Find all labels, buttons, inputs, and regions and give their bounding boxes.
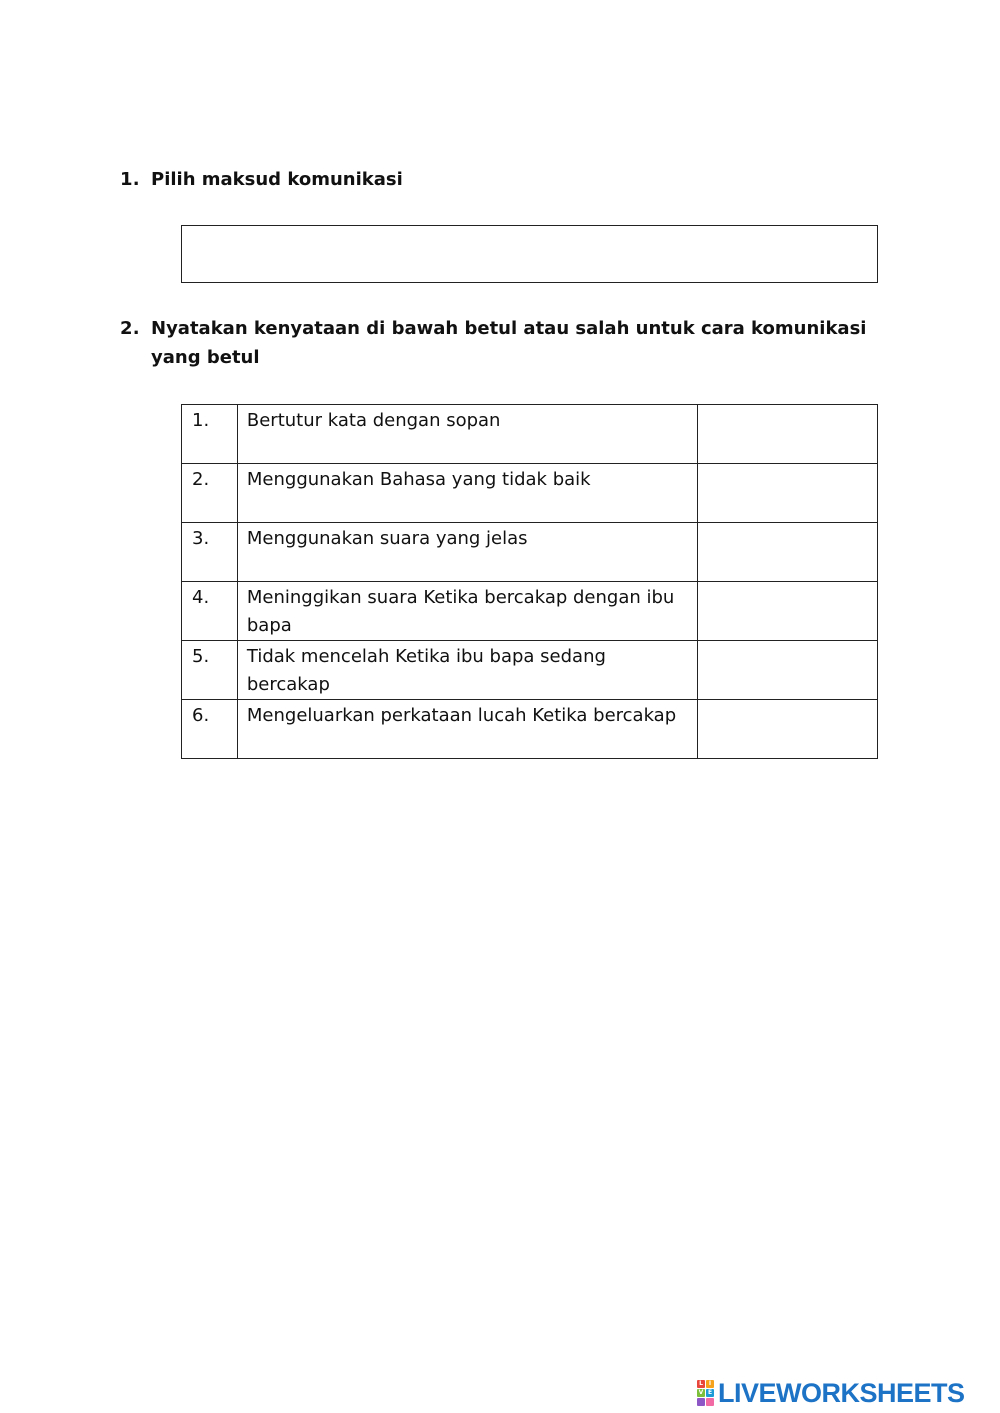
statement-answer-box[interactable] bbox=[698, 582, 878, 641]
statement-text: Tidak mencelah Ketika ibu bapa sedang bercakap bbox=[237, 641, 697, 700]
logo-mark-tile bbox=[697, 1398, 705, 1406]
statement-number: 3. bbox=[182, 523, 238, 582]
liveworksheets-logo bbox=[697, 1378, 965, 1408]
logo-mark-tile bbox=[706, 1398, 714, 1406]
statement-number: 1. bbox=[182, 405, 238, 464]
question-2-number: 2. bbox=[120, 318, 140, 339]
table-row bbox=[182, 582, 878, 641]
table-row bbox=[182, 641, 878, 700]
question-2-text: Nyatakan kenyataan di bawah betul atau salah untuk cara komunikasi yang betul bbox=[151, 318, 867, 368]
question-1-number: 1. bbox=[120, 169, 140, 190]
table-row bbox=[182, 405, 878, 464]
statement-answer-box[interactable] bbox=[698, 700, 878, 759]
statements-table bbox=[181, 404, 878, 759]
statement-number: 4. bbox=[182, 582, 238, 641]
statement-text: Meninggikan suara Ketika bercakap dengan ibu bapa bbox=[237, 582, 697, 641]
statement-answer-box[interactable] bbox=[698, 523, 878, 582]
statement-number: 6. bbox=[182, 700, 238, 759]
statement-answer-box[interactable] bbox=[698, 464, 878, 523]
statement-text: Bertutur kata dengan sopan bbox=[237, 405, 697, 464]
statement-number: 5. bbox=[182, 641, 238, 700]
statement-text: Mengeluarkan perkataan lucah Ketika bercakap bbox=[237, 700, 697, 759]
statement-text: Menggunakan suara yang jelas bbox=[237, 523, 697, 582]
statement-text: Menggunakan Bahasa yang tidak baik bbox=[237, 464, 697, 523]
question-1-answer-box[interactable] bbox=[181, 225, 878, 283]
logo-mark-tile: I bbox=[706, 1380, 714, 1388]
liveworksheets-logo-icon bbox=[697, 1380, 714, 1406]
table-row bbox=[182, 523, 878, 582]
statement-answer-box[interactable] bbox=[698, 641, 878, 700]
logo-mark-tile: L bbox=[697, 1380, 705, 1388]
statement-answer-box[interactable] bbox=[698, 405, 878, 464]
logo-mark-tile: E bbox=[707, 1389, 713, 1396]
table-row bbox=[182, 464, 878, 523]
table-row bbox=[182, 700, 878, 759]
question-1-text: Pilih maksud komunikasi bbox=[151, 169, 403, 190]
statement-number: 2. bbox=[182, 464, 238, 523]
logo-mark-tile: V bbox=[698, 1389, 704, 1396]
logo-text: LIVEWORKSHEETS bbox=[718, 1377, 965, 1408]
